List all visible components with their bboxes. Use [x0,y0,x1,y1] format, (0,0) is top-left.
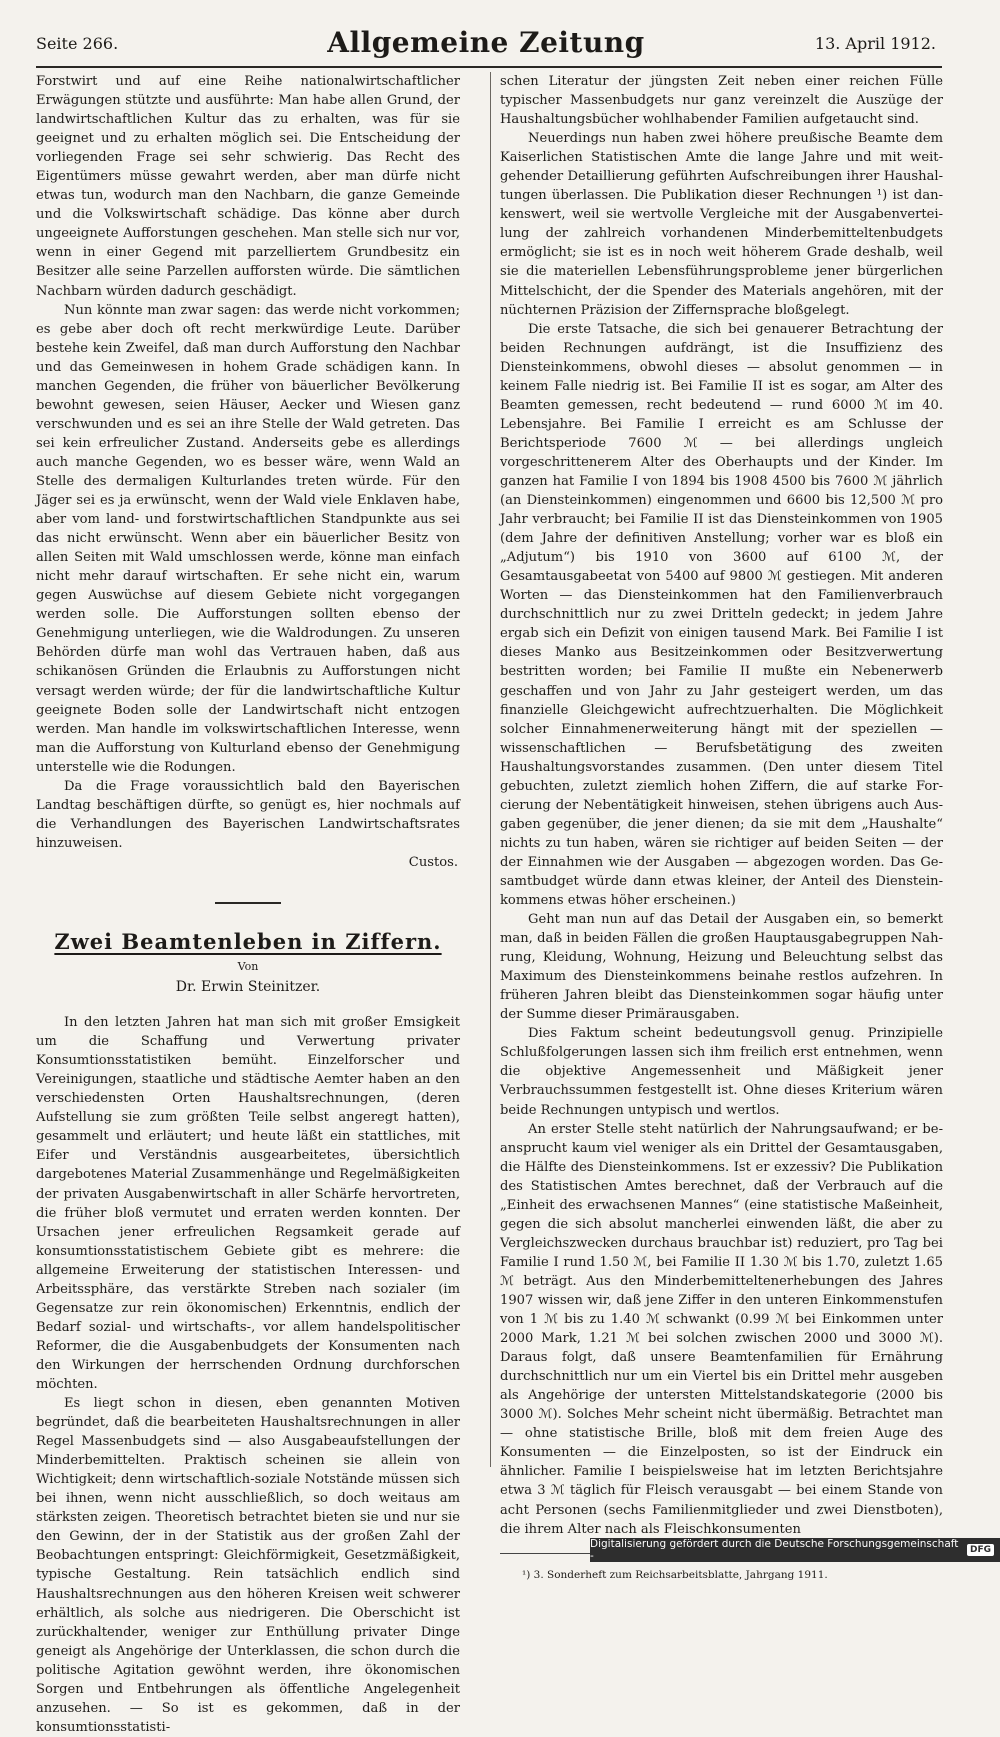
paragraph: An erster Stelle steht natürlich der Nahrungsaufwand; er beansprucht kaum viel weniger als ein Drittel der Gesamtausgaben, die Hälfte des Diensteinkommens. Ist er exzessiv? Die Publikation des Statistischen Amtes berechnet, daß der Verbrauch auf die „Einheit des erwachsenen Mannes“ (eine statistische Maßeinheit, gegen die sich absolut mancherlei einwenden läßt, die aber zu Vergleichszwecken durchaus brauchbar ist) reduziert, pro Tag bei Familie I rund 1.50 ℳ, bei Familie II 1.30 ℳ bis 1.70, zuletzt 1.65 ℳ beträgt. Aus den Minderbemitteltenerhebungen des Jahres 1907 wissen wir, daß jene Ziffer in den unteren Einkommenstufen von 1 ℳ bis zu 1.40 ℳ schwankt (0.99 ℳ bei Einkommen unter 2000 Mark, 1.21 ℳ bei solchen zwischen 2000 und 3000 ℳ). Daraus folgt, daß unsere Beamtenfamilien für Ernährung durchschnittlich nur um ein Viertel bis ein Drittel mehr ausgeben als Angehörige der untersten Mittelstandskategorie (2000 bis 3000 ℳ). Solches Mehr scheint nicht übermäßig. Betrachtet man — ohne statistische Brille, bloß mit dem freien Auge des Konsumenten — die Einzelposten, so ist der Eindruck ein ähnlicher. Familie I beispielsweise hat im letzten Berichtsjahre etwa 3 ℳ täglich für Fleisch verausgabt — bei einem Stande von acht Personen (sechs Familienmitglieder und zwei Dienstboten), die ihrem Alter nach als Fleischkonsumenten [500,1121,943,1537]
paragraph: Forstwirt und auf eine Reihe nationalwirtschaftlicher Erwägungen stützte und ausführte: Man habe allen Grund, der landwirtschaftlichen Kultur das zu erhalten, was für sie geeignet und zu erhalten möglich sei. Die Entscheidung der vorliegenden Frage sei sehr schwierig. Das Recht des Eigentümers müsse gewahrt werden, aber man dürfe nicht etwas tun, wodurch man den Nachbarn, die ganze Gemeinde und die Volkswirtschaft schädige. Das könne aber durch ungeeignete Aufforstungen geschehen. Man stelle sich nur vor, wenn in einer Gegend mit parzelliertem Grundbesitz ein Besitzer alle seine Parzellen aufforsten würde. Die sämtlichen Nachbarn würden dadurch geschädigt. [36,74,460,299]
digitization-banner [590,1538,1000,1562]
paragraph: Geht man nun auf das Detail der Ausgaben ein, so bemerkt man, daß in beiden Fällen die großen Hauptausgabegruppen Nahrung, Kleidung, Wohnung, Heizung und Beleuchtung selbst das Maximum des Diensteinkommens beinahe restlos aufzehren. In früheren Jahren bleibt das Diensteinkommen sogar häufig unter der Summe dieser Primärausgaben. [500,912,943,1023]
paragraph: Dies Faktum scheint bedeutungsvoll genug. Prinzipielle Schlußfolgerungen lassen sich ihm freilich erst entnehmen, wenn die objektive Angemessenheit und Mäßigkeit jener Verbrauchssummen festgestellt ist. Ohne dieses Kriterium wären beide Rechnungen untypisch und wertlos. [500,1026,943,1118]
column-divider [490,72,491,1467]
paragraph: In den letzten Jahren hat man sich mit großer Emsigkeit um die Schaffung und Verwertung privater Konsumtionsstatistiken bemüht. Einzelforscher und Vereinigungen, staatliche und städtische Aemter haben an den verschiedensten Orten Haushaltsrechnungen, (deren Aufstellung sie zum größten Teile selbst angeregt hatten), gesammelt und erläutert; und heute läßt ein stattliches, mit Eifer und Verständnis ausgearbeitetes, übersichtlich dargebotenes Material Zusammenhänge und Regelmäßigkeiten der privaten Ausgabenwirtschaft in aller Schärfe hervortreten, die früher bloß vermutet und erraten werden konnten. Der Ursachen jener erfreulichen Regsamkeit gerade auf konsumtionsstatistischem Gebiete gibt es mehrere: die allgemeine Erweiterung der statistischen Interessen- und Arbeitssphäre, das verstärkte Streben nach sozialer (im Gegensatze zur rein ökonomischen) Erkenntnis, endlich der Bedarf sozial- und wirtschafts-, vor allem handelspolitischer Reformer, die die Ausgabenbudgets der Konsumenten nach den Wirkungen der herrschenden Ordnung durchforschen möchten. [36,1015,460,1392]
page-number: Seite 266. [36,34,119,53]
dfg-logo: DFG [967,1544,994,1556]
newspaper-title: Allgemeine Zeitung [327,26,645,59]
page-header [36,26,936,66]
paragraph: Nun könnte man zwar sagen: das werde nicht vorkommen; es gebe aber doch oft recht merkwürdige Leute. Darüber bestehe kein Zweifel, daß man durch Aufforstung den Nachbar und das Gemeinwesen in hohem Grade schädigen kann. In manchen Gegenden, die früher von bäuerlicher Bevölkerung bewohnt gewesen, seien Häuser, Aecker und Wiesen ganz verschwunden und es sei an ihre Stelle der Wald getreten. Das sei kein erfreulicher Zustand. Anderseits gebe es allerdings auch manche Gegenden, wo es besser wäre, wenn Wald an Stelle des dermaligen Kulturlandes treten würde. Für den Jäger sei es ja erwünscht, wenn der Wald viele Enklaven habe, aber vom land- und forstwirtschaftlichen Standpunkte aus sei das nicht erwünscht. Wenn aber ein bäuerlicher Besitz von allen Seiten mit Wald umschlossen werde, könne man einfach nicht mehr darauf wirtschaften. Er sehe nicht ein, warum gegen Auswüchse auf diesem Gebiete nicht vorgegangen werden solle. Die Aufforstungen sollten ebenso der Genehmigung unterliegen, wie die Waldrodungen. Zu unseren Behörden dürfe man wohl das Vertrauen haben, daß aus schikanösen Gründen die Erlaubnis zu Aufforstungen nicht versagt werden würde; der für die landwirtschaftliche Kultur geeignete Boden solle der Landwirtschaft nicht entzogen werden. Man handle im volkswirtschaftlichen Interesse, wenn man die Aufforstung von Kulturland ebenso der Genehmigung unterstelle wie die Rodungen. [36,302,460,775]
article-title: Zwei Beamtenleben in Ziffern. [54,928,442,954]
article-separator [215,902,281,904]
paragraph: Da die Frage voraussichtlich bald den Bayerischen Landtag beschäftigen dürfte, so genügt es, hier nochmals auf die Verhandlungen des Bayerischen Landwirtschaftsrates hinzuweisen. [36,778,460,851]
header-rule [36,66,942,68]
paragraph: Es liegt schon in diesen, eben genannten Motiven begründet, daß die bearbeiteten Haushaltsrechnungen in aller Regel Massenbudgets sind — also Ausgabeaufstellungen der Minderbemittelten. Praktisch scheinen sie allein von Wichtigkeit; denn wirtschaftlich-soziale Notstände müssen sich bei ihnen, wenn nicht ausschließlich, so doch weitaus am stärksten zeigen. Theoretisch betrachtet bieten sie und nur sie den Gewinn, der in der Statistik aus der großen Zahl der Beobachtungen entspringt: Gleichförmigkeit, Gesetzmäßigkeit, typische Gestaltung. Rein tatsächlich endlich sind Haushaltsrechnungen aus den höheren Kreisen weit schwerer erhältlich, als solche aus niedrigeren. Die Oberschicht ist zurückhaltender, weniger zur Enthüllung privater Dinge geneigt als Angehörige der Unterklassen, die schon durch die politische Agitation gewöhnt werden, ihre ökonomischen Sorgen und Entbehrungen als öffentliche Angelegenheit anzusehen. — So ist es gekommen, daß in der konsumtionsstatisti- [36,1396,460,1735]
footnote: ¹) 3. Sonderheft zum Reichsarbeitsblatte, Jahrgang 1911. [522,1568,828,1581]
paragraph: schen Literatur der jüngsten Zeit neben einer reichen Fülle typischer Massenbudgets nur ganz vereinzelt die Auszüge der Haushaltungsbücher wohlhabender Familien aufgetaucht sind. [500,74,943,128]
banner-text: Digitalisierung gefördert durch die Deutsche Forschungsgemeinschaft - [590,1538,959,1562]
left-column [36,72,460,1737]
byline-author: Dr. Erwin Steinitzer. [175,979,321,996]
signature: Custos. [408,854,458,870]
paragraph: Neuerdings nun haben zwei höhere preußische Beamte dem Kaiserlichen Statistischen Amte die lange Jahre und mit weitgehender Detaillierung geführten Aufschreibungen ihrer Haushaltungen überlassen. Die Publikation dieser Rechnungen ¹) ist dankenswert, weil sie wertvolle Vergleiche mit der Ausgabenverteilung der zahlreich vorhandenen Minderbemitteltenbudgets ermöglicht; sie ist es in noch weit höherem Grade deshalb, weil sie die materiellen Lebensführungsprobleme jener bürgerlichen Mittelschicht, der die Spender des Materials angehören, mit der nüchternen Präzision der Ziffernsprache bloßgelegt. [500,131,943,318]
byline-von: Von [237,960,259,974]
paragraph: Die erste Tatsache, die sich bei genauerer Betrachtung der beiden Rechnungen aufdrängt, ist die Insuffizienz des Diensteinkommens, obwohl dieses — absolut genommen — in keinem Falle niedrig ist. Bei Familie II ist es sogar, am Alter des Beamten gemessen, recht bedeutend — rund 6000 ℳ im 40. Lebensjahre. Bei Familie I erreicht es am Schlusse der Berichtsperiode 7600 ℳ — bei allerdings ungleich vorgeschrittenerem Alter des Oberhaupts und der Kinder. Im ganzen hat Familie I von 1894 bis 1908 4500 bis 7600 ℳ jährlich (an Diensteinkommen) eingenommen und 6600 bis 12,500 ℳ pro Jahr verbraucht; bei Familie II ist das Diensteinkommen von 1905 (dem Jahre der definitiven Anstellung; vorher war es bloß ein „Adjutum“) bis 1910 von 3600 auf 6100 ℳ, der Gesamtausgabeetat von 5400 auf 9800 ℳ gestiegen. Mit anderen Worten — das Diensteinkommen hat den Familienverbrauch durchschnittlich nur zu zwei Dritteln gedeckt; in jedem Jahre ergab sich ein Defizit von einigen tausend Mark. Bei Familie I ist dieses Manko aus Besitzeinkommen oder Besitzverwertung bestritten worden; bei Familie II mußte ein Nebenerwerb geschaffen und von Jahr zu Jahr gesteigert werden, um das finanzielle Gleichgewicht aufrechtzuerhalten. Die Möglichkeit solcher Einnahmenerweiterung hängt mit der speziellen — wissenschaftlichen — Berufsbetätigung des zweiten Haushaltungsvorstandes zusammen. (Den unter diesem Titel gebuchten, zuletzt ziemlich hohen Ziffern, die auf starke Forcierung der Nebentätigkeit hinweisen, stehen übrigens auch Ausgaben gegenüber, die jener dienen; da sie mit dem „Haushalte“ nichts zu tun haben, wären sie richtiger auf beiden Seiten — der der Einnahmen wie der Ausgaben — abgezogen worden. Das Gesamtbudget würde dann etwas kleiner, der Anteil des Diensteinkommens etwas höher erscheinen.) [500,321,943,909]
issue-date: 13. April 1912. [814,34,936,53]
right-column [500,72,943,1585]
